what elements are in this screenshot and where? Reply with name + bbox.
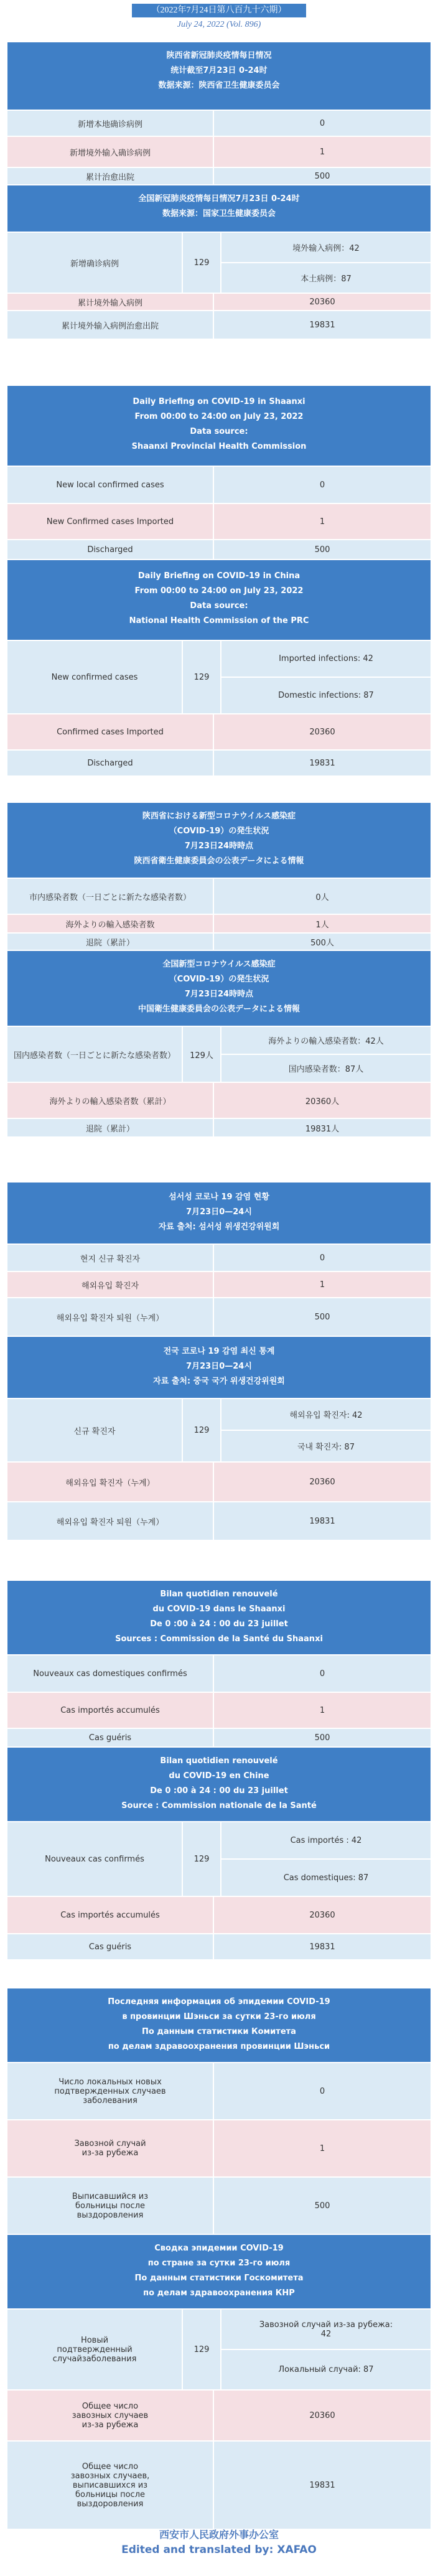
heading-line: （COVID-19）の発生状況 (169, 827, 269, 836)
heading-line: по делам здравоохранения провинции Шэньси (108, 2042, 330, 2051)
breakdown-imported: Завозной случай из-за рубежа: 42 (259, 2320, 393, 2339)
row-value: 500 (213, 168, 431, 184)
heading-line: 统计截至7月23日 0-24时 (170, 66, 268, 75)
table-row (7, 1398, 431, 1461)
row-total: 129 (182, 233, 220, 293)
row-value: 20360 (213, 1897, 431, 1933)
row-label: New local confirmed cases (56, 480, 164, 490)
row-value: 19831 (213, 311, 431, 339)
table-row (7, 932, 431, 950)
english-national-heading (7, 560, 431, 640)
row-label: 신규 확진자 (73, 1426, 116, 1436)
table-row (7, 1082, 431, 1118)
table-row (7, 1654, 431, 1692)
heading-line: 7月23日0—24시 (186, 1362, 252, 1371)
row-value: 500 (213, 2178, 431, 2234)
row-label: Выписавшийся из больницы после выздоровления (72, 2191, 149, 2220)
heading-line: 7月23日24時時点 (184, 990, 254, 999)
table-row (7, 136, 431, 167)
row-value: 1 (213, 2120, 431, 2176)
heading-line: 섬서성 코로나 19 감염 현황 (169, 1192, 269, 1202)
korean-shaanxi-section (7, 1183, 431, 1540)
row-value: 20360 (213, 2391, 431, 2440)
heading-line: По данным статистики Госкомитета (134, 2274, 304, 2283)
heading-line: 자료 출처: 중국 국가 위생건강위원회 (153, 1377, 285, 1386)
french-national-heading (7, 1748, 431, 1821)
heading-line: 陝西省における新型コロナウイルス感染症 (142, 812, 296, 821)
table-row (7, 503, 431, 539)
row-label: Discharged (87, 758, 133, 768)
row-label: Завозной случай из-за рубежа (74, 2139, 146, 2158)
row-label: 市内感染者数（一日ごとに新たな感染者数） (29, 892, 191, 902)
table-row (7, 1501, 431, 1540)
row-value: 500 (213, 1298, 431, 1336)
table-row (7, 1728, 431, 1746)
table-row (7, 2308, 431, 2389)
table-row (7, 1271, 431, 1297)
table-row (7, 2119, 431, 2176)
breakdown-imported: 海外よりの輸入感染者数：42人 (268, 1037, 384, 1046)
table-row (7, 466, 431, 503)
table-row (7, 1297, 431, 1336)
japanese-shaanxi-section (7, 803, 431, 1136)
heading-line: по стране за сутки 23-го июля (147, 2259, 291, 2268)
breakdown-domestic: 国内感染者数：87人 (221, 1054, 431, 1082)
breakdown-imported: 해외유입 확진자: 42 (289, 1411, 363, 1420)
row-label: Cas guéris (88, 1733, 132, 1743)
row-total: 129 (182, 1399, 220, 1461)
korean-national-heading (7, 1337, 431, 1398)
row-value: 1 (213, 504, 431, 539)
row-label: 累计治愈出院 (85, 172, 134, 182)
heading-line: Daily Briefing on COVID-19 in China (137, 571, 301, 581)
table-row (7, 1821, 431, 1896)
row-value: 500人 (213, 934, 431, 950)
heading-line: Data source: (190, 601, 248, 611)
chinese-national-heading (7, 185, 431, 232)
heading-line: 7月23日24時時点 (184, 841, 254, 851)
row-value: 20360 (213, 294, 431, 310)
footer (0, 2527, 438, 2556)
breakdown-domestic: Cas domestiques: 87 (221, 1858, 431, 1896)
footer-credit: Edited and translated by: XAFAO (121, 2544, 317, 2556)
table-row (7, 1244, 431, 1271)
heading-line: 中国衛生健康委員会の公表データによる情報 (137, 1005, 300, 1014)
table-row (7, 310, 431, 339)
row-value: 0 (213, 111, 431, 136)
heading-line: Bilan quotidien renouvelé (160, 1756, 278, 1766)
row-label: New Confirmed cases Imported (46, 517, 174, 527)
table-row (7, 914, 431, 932)
row-value: 19831 (213, 751, 431, 775)
heading-line: Source : Commission nationale de la Santé (121, 1801, 317, 1810)
heading-line: Bilan quotidien renouvelé (160, 1590, 278, 1599)
row-label: 新增境外输入确诊病例 (69, 148, 151, 158)
heading-line: Sources : Commission de la Santé du Shaanxi (115, 1634, 323, 1644)
heading-line: Daily Briefing on COVID-19 in Shaanxi (133, 397, 305, 406)
row-value: 19831 (213, 2442, 431, 2529)
row-total: 129 (182, 2310, 220, 2389)
french-shaanxi-heading (7, 1581, 431, 1654)
heading-line: （COVID-19）の発生状況 (169, 975, 269, 984)
row-breakdown (220, 1399, 431, 1461)
table-row (7, 2440, 431, 2529)
table-row (7, 232, 431, 293)
row-total: 129 (182, 641, 220, 713)
row-label: 해외유입 확진자（누계） (65, 1478, 155, 1488)
row-total: 129 (182, 1822, 220, 1896)
row-label: 해외유입 확진자 퇴원（누계） (56, 1313, 164, 1323)
heading-line: De 0 :00 à 24 : 00 du 23 juillet (150, 1619, 288, 1629)
row-value: 19831人 (213, 1119, 431, 1136)
row-label: 累计境外输入病例 (77, 298, 142, 308)
breakdown-domestic: 本土病例：87 (221, 262, 431, 293)
heading-line: Последняя информация об эпидемии COVID-19 (108, 1997, 330, 2007)
table-row (7, 293, 431, 310)
heading-line: в провинции Шэньси за сутки 23-го июля (122, 2012, 316, 2021)
korean-shaanxi-heading (7, 1183, 431, 1244)
table-row (7, 110, 431, 136)
table-row (7, 878, 431, 914)
row-label: 海外よりの輸入感染者数（累計） (49, 1097, 171, 1107)
row-breakdown (220, 233, 431, 293)
row-value: 0人 (213, 879, 431, 914)
row-label: Новый подтвержденный случайзаболевания (52, 2335, 137, 2364)
breakdown-domestic: 국내 확진자: 87 (221, 1430, 431, 1461)
row-breakdown (220, 2310, 431, 2389)
row-label: Общее число завозных случаев из-за рубежа (72, 2401, 149, 2430)
row-label: Cas importés accumulés (60, 1705, 160, 1715)
heading-line: 全国新冠肺炎疫情每日情况7月23日 0-24时 (138, 194, 300, 204)
table-row (7, 1933, 431, 1959)
row-label: Число локальных новых подтвержденных случаев заболевания (54, 2077, 166, 2105)
table-row (7, 1118, 431, 1136)
issue-volume: July 24, 2022 (Vol. 896) (177, 20, 261, 29)
breakdown-imported: Cas importés : 42 (290, 1835, 362, 1845)
heading-line: du COVID-19 dans le Shaanxi (152, 1604, 286, 1614)
row-label: 해외유입 확진자 (81, 1281, 139, 1291)
row-breakdown (220, 1822, 431, 1896)
row-label: 退院（累計） (85, 1124, 134, 1134)
row-value: 20360人 (213, 1083, 431, 1118)
heading-line: 全国新型コロナウイルス感染症 (162, 960, 276, 969)
table-row (7, 539, 431, 559)
russian-national-heading (7, 2235, 431, 2308)
table-row (7, 1692, 431, 1728)
table-row (7, 1461, 431, 1501)
row-label: 해외유입 확진자 퇴원（누계） (56, 1517, 164, 1527)
table-row (7, 1026, 431, 1082)
heading-line: Data source: (190, 427, 248, 436)
heading-line: 전국 코로나 19 감염 최신 통계 (163, 1347, 275, 1356)
russian-shaanxi-section (7, 1988, 431, 2529)
row-total: 129人 (182, 1027, 220, 1082)
row-value: 20360 (213, 1463, 431, 1501)
table-row (7, 167, 431, 184)
row-label: Nouveaux cas confirmés (45, 1854, 144, 1864)
heading-line: по делам здравоохранения КНР (143, 2288, 295, 2298)
issue-date-banner: （2022年7月24日第八百九十六期） (132, 4, 306, 17)
row-breakdown (220, 1027, 431, 1082)
row-label: 新增本地确诊病例 (77, 119, 142, 129)
row-label: Cas guéris (88, 1942, 132, 1952)
row-breakdown (220, 641, 431, 713)
row-label: 累计境外输入病例治愈出院 (61, 321, 159, 331)
heading-line: 数据来源：陕西省卫生健康委员会 (158, 81, 280, 90)
row-value: 1人 (213, 915, 431, 932)
table-row (7, 749, 431, 775)
row-value: 0 (213, 1656, 431, 1692)
row-value: 0 (213, 2063, 431, 2119)
breakdown-imported: 境外输入病例：42 (292, 244, 360, 253)
heading-line: 数据来源：国家卫生健康委员会 (162, 209, 276, 218)
row-label: Discharged (87, 545, 133, 555)
table-row (7, 640, 431, 713)
english-shaanxi-heading (7, 386, 431, 466)
heading-line: 陕西省新冠肺炎疫情每日情况 (166, 51, 272, 60)
breakdown-domestic: Локальный случай: 87 (221, 2349, 431, 2389)
heading-line: From 00:00 to 24:00 on July 23, 2022 (134, 586, 304, 596)
chinese-shaanxi-section (7, 42, 431, 339)
row-label: Общее число завозных случаев, выписавшихся из больницы после выздоровления (70, 2461, 150, 2509)
table-row (7, 1896, 431, 1933)
heading-line: De 0 :00 à 24 : 00 du 23 juillet (150, 1786, 288, 1796)
row-value: 1 (213, 1693, 431, 1728)
english-shaanxi-section (7, 386, 431, 775)
table-row (7, 2062, 431, 2119)
table-row (7, 2176, 431, 2234)
heading-line: National Health Commission of the PRC (129, 616, 309, 625)
row-label: 海外よりの輸入感染者数 (65, 920, 155, 930)
row-label: Cas importés accumulés (60, 1910, 160, 1920)
row-value: 0 (213, 1245, 431, 1271)
heading-line: 자료 출처: 섬서성 위생건강위원회 (158, 1222, 280, 1232)
row-value: 1 (213, 137, 431, 167)
row-value: 20360 (213, 714, 431, 749)
row-label: 현지 신규 확진자 (80, 1254, 141, 1264)
breakdown-imported: Imported infections: 42 (279, 654, 373, 663)
row-label: Nouveaux cas domestiques confirmés (33, 1669, 187, 1679)
heading-line: Сводка эпидемии COVID-19 (154, 2244, 284, 2253)
breakdown-domestic: Domestic infections: 87 (221, 677, 431, 713)
table-row (7, 713, 431, 749)
row-value: 1 (213, 1272, 431, 1297)
heading-line: Shaanxi Provincial Health Commission (131, 442, 307, 451)
row-value: 500 (213, 540, 431, 559)
row-label: 新增确诊病例 (70, 259, 119, 269)
chinese-shaanxi-heading (7, 42, 431, 110)
row-value: 19831 (213, 1502, 431, 1540)
row-value: 500 (213, 1729, 431, 1746)
footer-office: 西安市人民政府外事办公室 (159, 2530, 279, 2541)
row-label: New confirmed cases (51, 672, 138, 682)
table-row (7, 2389, 431, 2440)
row-label: Confirmed cases Imported (57, 727, 164, 737)
french-shaanxi-section (7, 1581, 431, 1959)
heading-line: From 00:00 to 24:00 on July 23, 2022 (134, 412, 304, 421)
row-label: 退院（累計） (85, 938, 134, 948)
heading-line: 7月23日0—24시 (186, 1207, 252, 1217)
row-value: 19831 (213, 1934, 431, 1959)
row-value: 0 (213, 467, 431, 503)
row-label: 国内感染者数（一日ごとに新たな感染者数） (14, 1051, 176, 1061)
japanese-national-heading (7, 951, 431, 1026)
heading-line: 陝西省衛生健康委員会の公表データによる情報 (134, 856, 304, 866)
heading-line: По данным статистики Комитета (142, 2027, 296, 2036)
heading-line: du COVID-19 en Chine (169, 1771, 269, 1781)
japanese-shaanxi-heading (7, 803, 431, 878)
russian-shaanxi-heading (7, 1988, 431, 2062)
